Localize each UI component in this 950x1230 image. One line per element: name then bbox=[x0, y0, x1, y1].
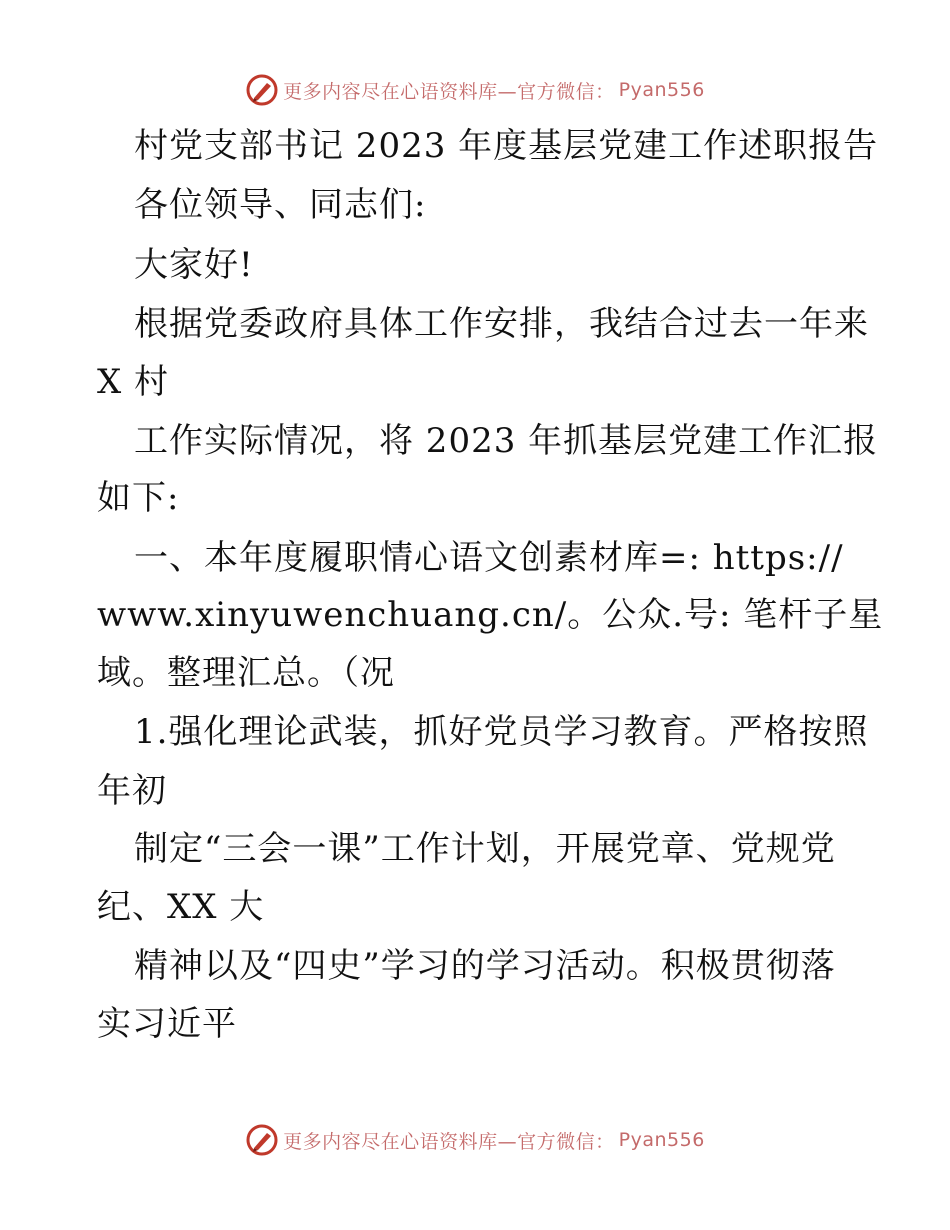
footer-banner-text: 更多内容尽在心语资料库—官方微信： bbox=[283, 1130, 615, 1153]
document-line: X 村 bbox=[97, 362, 170, 402]
document-line: 精神以及“四史”学习的学习活动。积极贯彻落 bbox=[134, 946, 836, 986]
document-line: 1.强化理论武装，抓好党员学习教育。严格按照 bbox=[134, 712, 869, 752]
document-line: 大家好! bbox=[134, 245, 254, 285]
footer-banner-wechat: Pyan556 bbox=[618, 1129, 705, 1151]
document-line: 纪、XX 大 bbox=[97, 887, 265, 927]
header-banner-content bbox=[245, 73, 705, 107]
header-banner-text: 更多内容尽在心语资料库—官方微信： bbox=[283, 80, 615, 103]
document-line: 如下: bbox=[97, 478, 180, 518]
footer-banner bbox=[0, 1120, 950, 1160]
document-line: 工作实际情况，将 2023 年抓基层党建工作汇报 bbox=[134, 421, 879, 461]
document-title: 村党支部书记 2023 年度基层党建工作述职报告 bbox=[134, 126, 879, 166]
document-line: www.xinyuwenchuang.cn/。公众.号: 笔杆子星 bbox=[97, 595, 884, 635]
document-line: 各位领导、同志们: bbox=[134, 185, 427, 225]
document-line: 一、本年度履职情心语文创素材库=: https:// bbox=[134, 538, 844, 578]
header-banner-wechat: Pyan556 bbox=[618, 79, 705, 101]
footer-banner-content bbox=[245, 1123, 705, 1157]
document-line: 实习近平 bbox=[97, 1004, 237, 1044]
pen-logo-icon bbox=[245, 1123, 279, 1157]
document-line: 制定“三会一课”工作计划，开展党章、党规党 bbox=[134, 829, 836, 869]
document-line: 域。整理汇总。（况 bbox=[97, 653, 395, 693]
pen-logo-icon bbox=[245, 73, 279, 107]
document-line: 年初 bbox=[97, 771, 167, 811]
document-line: 根据党委政府具体工作安排，我结合过去一年来 bbox=[134, 304, 869, 344]
header-banner bbox=[0, 70, 950, 110]
